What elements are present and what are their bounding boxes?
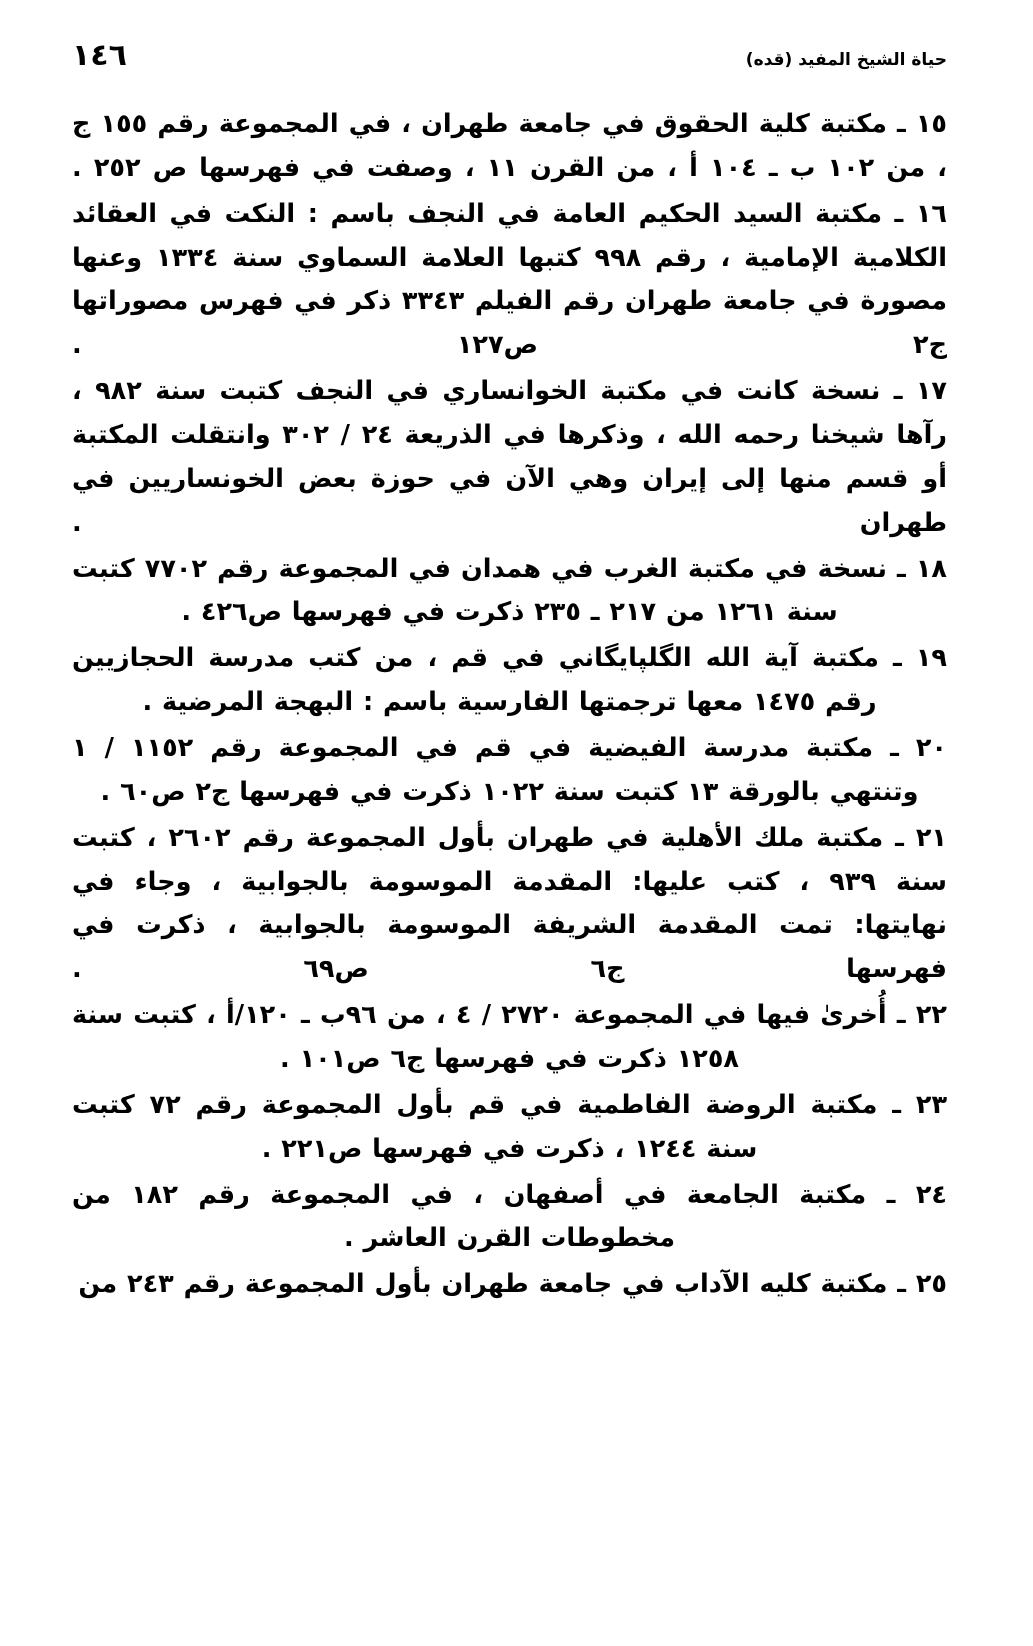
paragraph-20: ٢٠ ـ مكتبة مدرسة الفيضية في قم في المجموعة رقم ١١٥٢ / ١ وتنتهي بالورقة ١٣ كتبت سنة ١٠٢٢ ذكرت في فهرسها ج٢ ص٦٠ . bbox=[72, 733, 947, 807]
paragraph-18: ١٨ ـ نسخة في مكتبة الغرب في همدان في المجموعة رقم ٧٧٠٢ كتبت سنة ١٢٦١ من ٢١٧ ـ ٢٣٥ ذكرت في فهرسها ص٤٢٦ . bbox=[72, 553, 947, 628]
paragraph-23: ٢٣ ـ مكتبة الروضة الفاطمية في قم بأول المجموعة رقم ٧٢ كتبت سنة ١٢٤٤ ، ذكرت في فهرسها ص٢٢١ . bbox=[72, 1089, 948, 1164]
paragraph-22: ٢٢ ـ أُخرىٰ فيها في المجموعة ٢٧٢٠ / ٤ ، من ٩٦ب ـ ١٢٠/أ ، كتبت سنة ١٢٥٨ ذكرت في فهرسها ج٦ ص١٠١ . bbox=[72, 1000, 947, 1075]
paragraph-17: ١٧ ـ نسخة كانت في مكتبة الخوانساري في النجف كتبت سنة ٩٨٢ ، رآها شيخنا رحمه الله ، وذكرها في الذريعة ٢٤ / ٣٠٢ وانتقلت المكتبة أو قسم منها إلى إيران وهي الآن في حوزة بعض الخونساريين في طهران . bbox=[72, 376, 947, 538]
paragraph-25: ٢٥ ـ مكتبة كليه الآداب في جامعة طهران بأول المجموعة رقم ٢٤٣ من bbox=[78, 1269, 947, 1300]
page-header bbox=[72, 38, 947, 73]
page-body bbox=[72, 103, 947, 1307]
paragraph-21: ٢١ ـ مكتبة ملك الأهلية في طهران بأول المجموعة رقم ٢٦٠٢ ، كتبت سنة ٩٣٩ ، كتب عليها: المقدمة الموسومة بالجوابية ، وجاء في نهايتها: تمت المقدمة الشريفة الموسومة بالجوابية ، ذكرت في فهرسها ج٦ ص٦٩ . bbox=[72, 822, 947, 985]
paragraph-15: ١٥ ـ مكتبة كلية الحقوق في جامعة طهران ، في المجموعة رقم ١٥٥ ج ، من ١٠٢ ب ـ ١٠٤ أ ، من القرن ١١ ، وصفت في فهرسها ص ٢٥٢ . bbox=[72, 109, 947, 183]
paragraph-19: ١٩ ـ مكتبة آية الله الگلپايگاني في قم ، من كتب مدرسة الحجازيين رقم ١٤٧٥ معها ترجمتها الفارسية باسم : البهجة المرضية . bbox=[72, 643, 947, 718]
running-title: حياة الشيخ المفيد (قده) bbox=[745, 50, 947, 70]
paragraph-16: ١٦ ـ مكتبة السيد الحكيم العامة في النجف باسم : النكت في العقائد الكلامية الإمامية ، رقم ٩٩٨ كتبها العلامة السماوي سنة ١٣٣٤ وعنها مصورة في جامعة طهران رقم الفيلم ٣٣٤٣ ذكر في فهرس مصوراتها ج٢ ص١٢٧ . bbox=[72, 198, 948, 361]
page-number: ١٤٦ bbox=[72, 38, 127, 73]
paragraph-24: ٢٤ ـ مكتبة الجامعة في أصفهان ، في المجموعة رقم ١٨٢ من مخطوطات القرن العاشر . bbox=[72, 1179, 947, 1254]
